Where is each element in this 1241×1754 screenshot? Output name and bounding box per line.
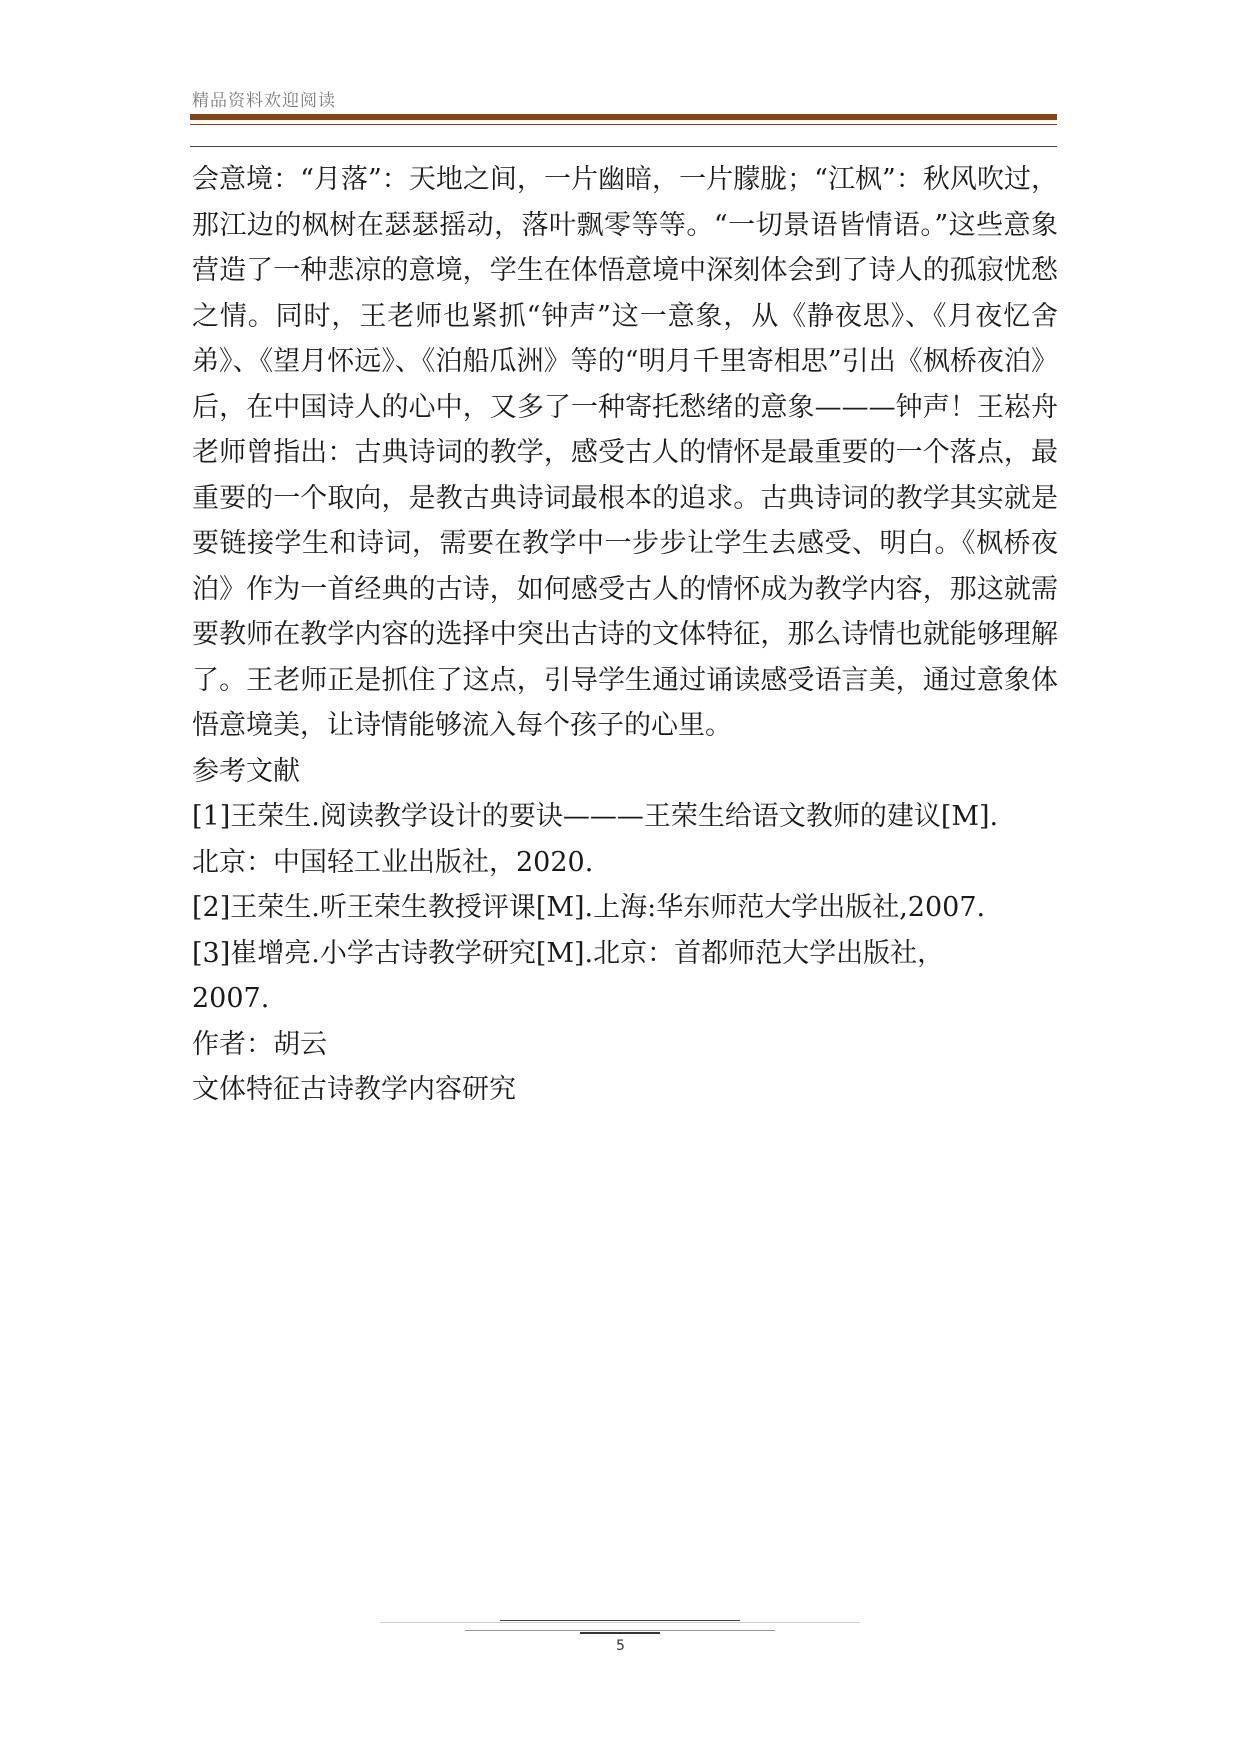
- author-line: 作者：胡云: [192, 1028, 327, 1060]
- footer-rule-accent: [580, 1632, 660, 1634]
- footer-rule-lower: [465, 1630, 775, 1631]
- reference-1-line-1: [1]王荣生.阅读教学设计的要诀———王荣生给语文教师的建议[M].: [192, 801, 999, 832]
- header-rule-thin: [190, 124, 1057, 125]
- reference-3-line-1: [3]崔增亮.小学古诗教学研究[M].北京：首都师范大学出版社，: [192, 937, 945, 969]
- references-heading: 参考文献: [192, 755, 300, 787]
- reference-2: [2]王荣生.听王荣生教授评课[M].上海:华东师范大学出版社,2007.: [192, 892, 986, 923]
- document-body: [192, 157, 1058, 1113]
- reference-3-line-2: 2007.: [192, 983, 270, 1014]
- footer-rule-top: [500, 1620, 740, 1621]
- page-number: 5: [616, 1638, 625, 1654]
- reference-1-line-2: 北京：中国轻工业出版社，2020.: [192, 846, 594, 878]
- keywords-line: 文体特征古诗教学内容研究: [192, 1074, 516, 1105]
- header-rule-thick: [190, 114, 1057, 120]
- body-paragraph: 会意境：“月落”：天地之间，一片幽暗，一片朦胧；“江枫”：秋风吹过，那江边的枫树在瑟瑟摇动，落叶飘零等等。“一切景语皆情语。”这些意象营造了一种悲凉的意境，学生在体悟意境中深刻体会到了诗人的孤寂忧愁之情。同时，王老师也紧抓“钟声”这一意象，从《静夜思》、《月夜忆舍弟》、《望月怀远》、《泊船瓜洲》等的“明月千里寄相思”引出《枫桥夜泊》后，在中国诗人的心中，又多了一种寄托愁绪的意象———钟声！王崧舟老师曾指出：古典诗词的教学，感受古人的情怀是最重要的一个落点，最重要的一个取向，是教古典诗词最根本的追求。古典诗词的教学其实就是要链接学生和诗词，需要在教学中一步步让学生去感受、明白。《枫桥夜泊》作为一首经典的古诗，如何感受古人的情怀成为教学内容，那这就需要教师在教学内容的选择中突出古诗的文体特征，那么诗情也就能够理解了。王老师正是抓住了这点，引导学生通过诵读感受语言美，通过意象体悟意境美，让诗情能够流入每个孩子的心里。: [192, 164, 1058, 741]
- footer-rule: [380, 1622, 860, 1623]
- page-header: 精品资料欢迎阅读: [192, 91, 336, 111]
- header-rule-divider: [190, 146, 1057, 147]
